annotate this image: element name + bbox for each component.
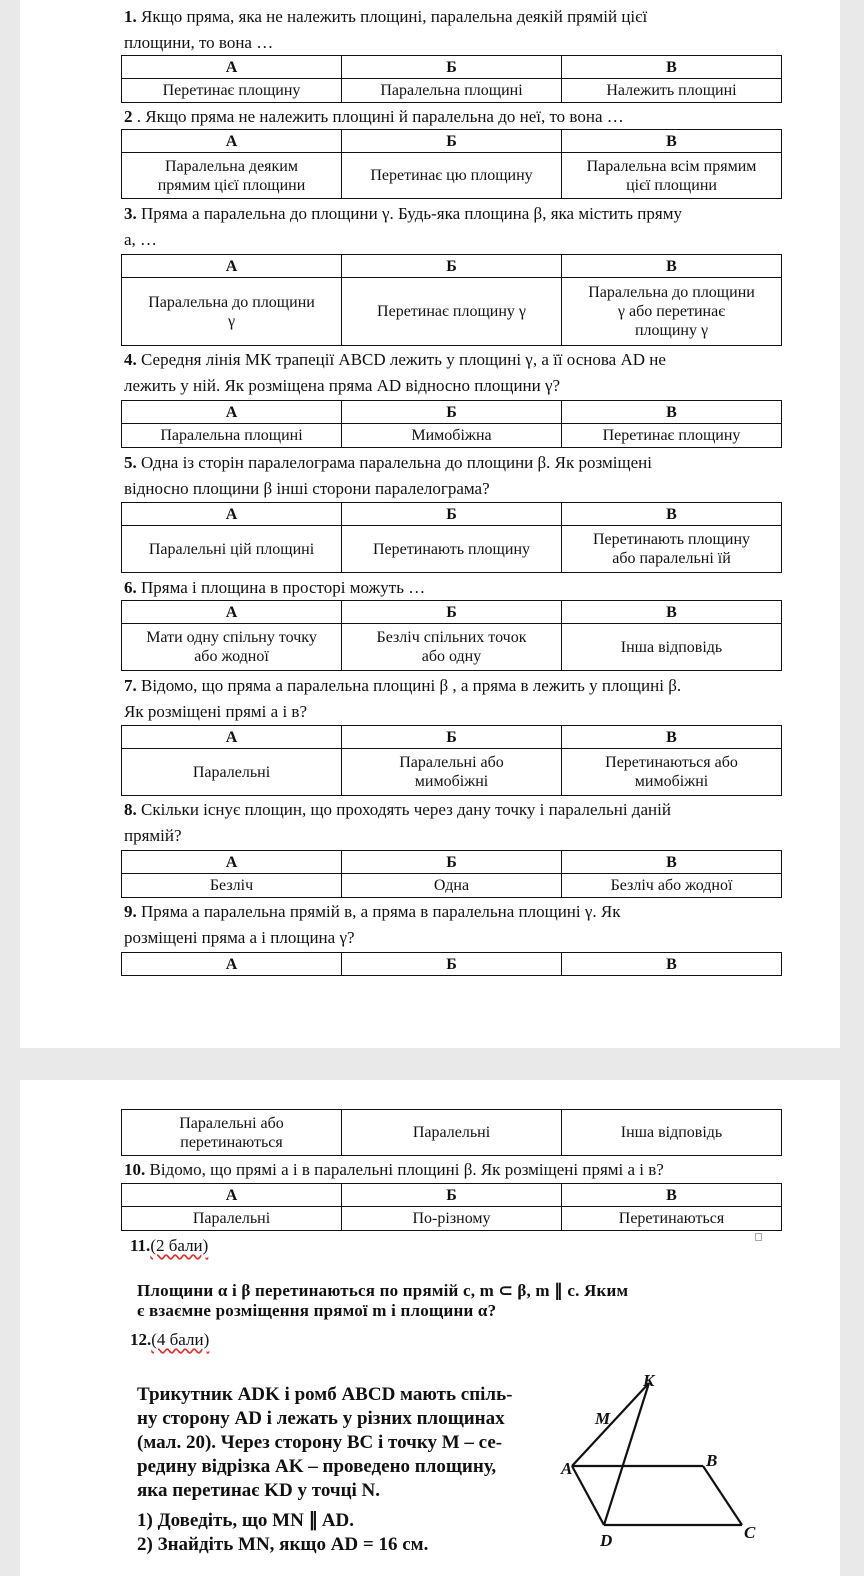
question-9-options-table (121, 952, 782, 976)
label-m: M (595, 1409, 611, 1428)
question-text: Пряма a паралельна прямій в, а пряма в паралельна площині γ. Як (141, 902, 621, 921)
option-letter: Б (342, 953, 562, 976)
text-line (124, 575, 784, 601)
question-number: 10. (124, 1160, 146, 1179)
option-letter: В (562, 255, 782, 278)
question-4-options-table (121, 400, 782, 448)
options-answer-row (122, 1207, 782, 1231)
text-line (124, 104, 784, 130)
option-letter: Б (342, 851, 562, 874)
question-text: Пряма і площина в просторі можуть … (141, 578, 426, 597)
question-number: 3. (124, 204, 137, 223)
options-answer-row (122, 153, 782, 199)
answer-option[interactable]: Паралельні (122, 1207, 342, 1231)
answer-option[interactable]: Безліч спільних точок або одну (342, 624, 562, 671)
question-2-text (124, 104, 784, 130)
option-letter: Б (342, 401, 562, 424)
text-line: є взаємне розміщення прямої m і площини α? (137, 1301, 497, 1320)
question-6-text (124, 575, 784, 601)
answer-option[interactable]: Безліч (122, 874, 342, 898)
option-letter: В (562, 1184, 782, 1207)
text-line: (мал. 20). Через сторону BC і точку M – се- (137, 1432, 503, 1453)
text-line (124, 30, 784, 56)
options-answer-row (122, 874, 782, 898)
answer-option[interactable]: Інша відповідь (562, 624, 782, 671)
text-line: ну сторону AD і лежать у різних площинах (137, 1408, 505, 1429)
question-text: Одна із сторін паралелограма паралельна до площини β. Як розміщені (141, 453, 652, 472)
option-letter: Б (342, 255, 562, 278)
options-answer-row (122, 79, 782, 103)
answer-option[interactable]: Належить площині (562, 79, 782, 103)
text-line (124, 450, 784, 476)
text-line (124, 699, 784, 725)
question-text: розміщені пряма a і площина γ? (124, 928, 355, 947)
option-letter: А (122, 255, 342, 278)
answer-option[interactable]: По-різному (342, 1207, 562, 1231)
question-text: прямій? (124, 826, 182, 845)
question-7-text (124, 673, 784, 725)
answer-option[interactable]: Паралельна до площини γ або перетинає площину γ (562, 278, 782, 346)
option-letter: Б (342, 503, 562, 526)
text-line (124, 925, 784, 951)
text-line: 1) Доведіть, що MN ∥ AD. (137, 1510, 354, 1531)
question-number: 5. (124, 453, 137, 472)
question-3-options-table (121, 254, 782, 346)
option-letter: Б (342, 56, 562, 79)
option-letter: В (562, 851, 782, 874)
answer-option[interactable]: Паралельні (122, 749, 342, 796)
option-letter: А (122, 726, 342, 749)
question-text: Як розміщені прямі a і в? (124, 702, 307, 721)
option-letter: Б (342, 1184, 562, 1207)
question-text: Скільки існує площин, що проходять через дану точку і паралельні даній (141, 800, 671, 819)
question-number: 4. (124, 350, 137, 369)
answer-option[interactable]: Перетинає площину (562, 424, 782, 448)
option-letter: А (122, 56, 342, 79)
options-header-row (122, 56, 782, 79)
label-b: B (706, 1451, 718, 1470)
question-number: 8. (124, 800, 137, 819)
options-answer-row (122, 526, 782, 573)
question-10-options-table (121, 1183, 782, 1231)
options-header-row (122, 851, 782, 874)
question-text: Відомо, що прямі a і в паралельні площині β. Як розміщені прямі a і в? (149, 1160, 664, 1179)
question-text: a, … (124, 230, 158, 249)
points-label: (4 бали) (151, 1330, 210, 1349)
answer-option[interactable]: Безліч або жодної (562, 874, 782, 898)
question-10-text (124, 1157, 784, 1183)
answer-option[interactable]: Перетинаються (562, 1207, 782, 1231)
question-text: Відомо, що пряма a паралельна площині β , а пряма в лежить у площині β. (141, 676, 682, 695)
question-number: 7. (124, 676, 137, 695)
options-answer-row (122, 624, 782, 671)
option-letter: В (562, 503, 782, 526)
question-text: лежить у ній. Як розміщена пряма АD відносно площини γ? (124, 376, 561, 395)
option-letter: Б (342, 726, 562, 749)
option-letter: А (122, 401, 342, 424)
answer-option[interactable]: Перетинає цю площину (342, 153, 562, 199)
option-letter: А (122, 851, 342, 874)
question-number: 12. (130, 1330, 152, 1349)
answer-option[interactable]: Мимобіжна (342, 424, 562, 448)
options-header-row (122, 401, 782, 424)
question-8-text (124, 797, 784, 849)
answer-option[interactable]: Паралельні або перетинаються (122, 1110, 342, 1156)
answer-option[interactable]: Паралельна площині (122, 424, 342, 448)
options-header-row (122, 503, 782, 526)
question-12-text (137, 1383, 557, 1557)
question-8-options-table (121, 850, 782, 898)
question-number: 6. (124, 578, 137, 597)
answer-option[interactable]: Паралельна до площини γ (122, 278, 342, 346)
answer-option[interactable]: Мати одну спільну точку або жодної (122, 624, 342, 671)
answer-option[interactable]: Паралельна площині (342, 79, 562, 103)
text-line (124, 227, 784, 253)
question-1-options-table (121, 55, 782, 103)
option-letter: Б (342, 601, 562, 624)
question-4-text (124, 347, 784, 399)
question-12-heading (130, 1330, 209, 1350)
question-5-options-table (121, 502, 782, 573)
answer-option[interactable]: Перетинаються або мимобіжні (562, 749, 782, 796)
question-text: Якщо пряма, яка не належить площині, паралельна деякій прямій цієї (141, 7, 648, 26)
label-d: D (600, 1531, 613, 1550)
answer-option[interactable]: Перетинає площину γ (342, 278, 562, 346)
question-1-text (124, 4, 784, 56)
question-5-text (124, 450, 784, 502)
option-letter: В (562, 56, 782, 79)
text-line (124, 476, 784, 502)
text-line (124, 797, 784, 823)
option-letter: В (562, 726, 782, 749)
question-text: площини, то вона … (124, 33, 274, 52)
options-header-row (122, 726, 782, 749)
text-line: Площини α і β перетинаються по прямій c, m ⊂ β, m ∥ c. Яким (137, 1281, 629, 1300)
question-text: . Якщо пряма не належить площині й паралельна до неї, то вона … (136, 107, 624, 126)
question-11-heading (130, 1236, 208, 1256)
answer-option[interactable]: Перетинають площину або паралельні їй (562, 526, 782, 573)
text-line (124, 823, 784, 849)
option-letter: Б (342, 130, 562, 153)
question-number: 1. (124, 7, 137, 26)
label-c: C (744, 1523, 756, 1542)
question-7-options-table (121, 725, 782, 796)
question-2-options-table (121, 129, 782, 199)
question-11-text (137, 1281, 628, 1321)
answer-option[interactable]: Перетинає площину (122, 79, 342, 103)
text-line (124, 899, 784, 925)
points-label: (2 бали) (150, 1236, 209, 1255)
options-header-row (122, 130, 782, 153)
answer-option[interactable]: Паралельна всім прямим цієї площини (562, 153, 782, 199)
option-letter: В (562, 601, 782, 624)
label-a: A (561, 1459, 573, 1478)
options-header-row (122, 1184, 782, 1207)
question-9-text (124, 899, 784, 951)
option-letter: А (122, 503, 342, 526)
text-line (124, 673, 784, 699)
answer-option[interactable]: Перетинають площину (342, 526, 562, 573)
text-line (124, 1157, 784, 1183)
options-header-row (122, 255, 782, 278)
text-line (124, 201, 784, 227)
answer-option[interactable]: Інша відповідь (562, 1110, 782, 1156)
option-letter: А (122, 601, 342, 624)
text-line (124, 373, 784, 399)
object-anchor-icon (755, 1233, 762, 1241)
question-number: 11. (130, 1236, 151, 1255)
text-line: яка перетинає KD у точці N. (137, 1480, 381, 1501)
option-letter: А (122, 1184, 342, 1207)
options-header-row (122, 601, 782, 624)
option-letter: А (122, 953, 342, 976)
text-line: 2) Знайдіть MN, якщо AD = 16 см. (137, 1534, 429, 1555)
text-line: редину відрізка AK – проведено площину, (137, 1456, 497, 1477)
option-letter: В (562, 401, 782, 424)
question-text: відносно площини β інші сторони паралелограма? (124, 479, 490, 498)
question-text: Пряма a паралельна до площини γ. Будь-яка площина β, яка містить пряму (141, 204, 682, 223)
question-text: Середня лінія МК трапеції АВСD лежить у площині γ, а її основа АD не (141, 350, 666, 369)
option-letter: В (562, 130, 782, 153)
question-6-options-table (121, 600, 782, 671)
option-letter: А (122, 130, 342, 153)
answer-option[interactable]: Одна (342, 874, 562, 898)
options-answer-row (122, 278, 782, 346)
options-answer-row (122, 1110, 782, 1156)
options-header-row (122, 953, 782, 976)
question-9-options-table (121, 1109, 782, 1156)
question-3-text (124, 201, 784, 253)
option-letter: В (562, 953, 782, 976)
answer-option[interactable]: Паралельні (342, 1110, 562, 1156)
question-number: 2 (124, 107, 133, 126)
label-k: K (643, 1371, 655, 1390)
options-answer-row (122, 424, 782, 448)
text-line (124, 4, 784, 30)
text-line: Трикутник ADK і ромб ABCD мають спіль- (137, 1384, 513, 1405)
text-line (124, 347, 784, 373)
options-answer-row (122, 749, 782, 796)
answer-option[interactable]: Паралельні цій площині (122, 526, 342, 573)
answer-option[interactable]: Паралельна деяким прямим цієї площини (122, 153, 342, 199)
question-number: 9. (124, 902, 137, 921)
answer-option[interactable]: Паралельні або мимобіжні (342, 749, 562, 796)
